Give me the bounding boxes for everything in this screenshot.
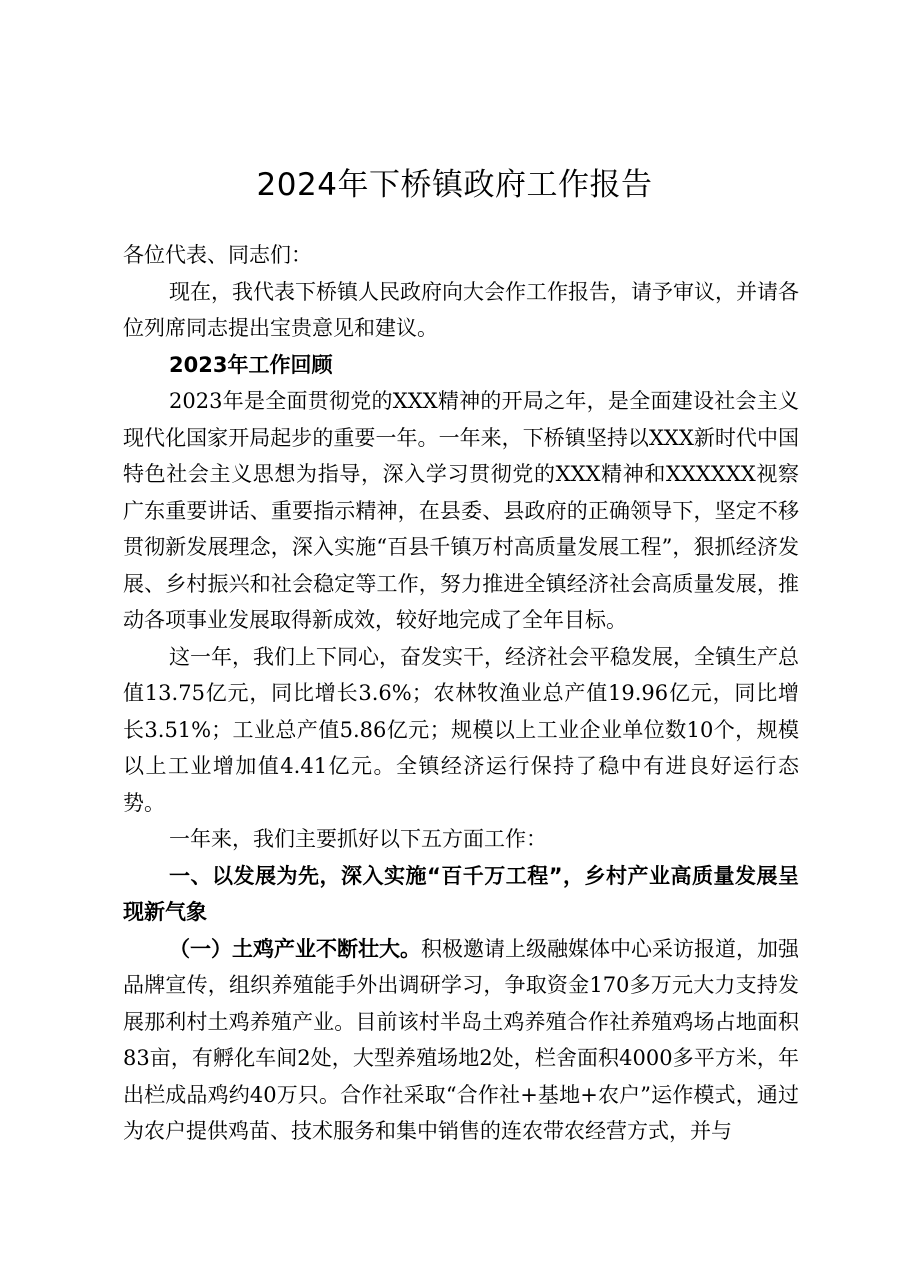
document-title: 2024年下桥镇政府工作报告	[256, 167, 653, 203]
review-paragraph-3: 一年来，我们主要抓好以下五方面工作：	[169, 827, 547, 851]
review-paragraph-2: 这一年，我们上下同心，奋发实干，经济社会平稳发展，全镇生产总值13.75亿元，同比增长3.6%；农林牧渔业总产值19.96亿元，同比增长3.51%；工业总产值5.86亿元；规模以上工业企业单位数10个，规模以上工业增加值4.41亿元。全镇经济运行保持了稳中有进良好运行态势。	[123, 644, 799, 815]
section-review-heading: 2023年工作回顾	[169, 352, 333, 377]
subsection-1-lead: （一）土鸡产业不断壮大。	[169, 935, 421, 961]
subsection-1-paragraph	[123, 931, 799, 1150]
intro-paragraph: 现在，我代表下桥镇人民政府向大会作工作报告，请予审议，并请各位列席同志提出宝贵意见和建议。	[123, 279, 799, 340]
section-1-heading: 一、以发展为先，深入实施“百千万工程”，乡村产业高质量发展呈现新气象	[123, 863, 799, 924]
review-paragraph-1: 2023年是全面贯彻党的XXX精神的开局之年，是全面建设社会主义现代化国家开局起步的重要一年。一年来，下桥镇坚持以XXX新时代中国特色社会主义思想为指导，深入学习贯彻党的XXX精神和XXXXXX视察广东重要讲话、重要指示精神，在县委、县政府的正确领导下，坚定不移贯彻新发展理念，深入实施“百县千镇万村高质量发展工程”，狠抓经济发展、乡村振兴和社会稳定等工作，努力推进全镇经济社会高质量发展，推动各项事业发展取得新成效，较好地完成了全年目标。	[123, 389, 799, 632]
subsection-1-body: 积极邀请上级融媒体中心采访报道，加强品牌宣传，组织养殖能手外出调研学习，争取资金170多万元大力支持发展那利村土鸡养殖产业。目前该村半岛土鸡养殖合作社养殖鸡场占地面积83亩，有孵化车间2处，大型养殖场地2处，栏舍面积4000多平方米，年出栏成品鸡约40万只。合作社采取“合作社+基地+农户”运作模式，通过为农户提供鸡苗、技术服务和集中销售的连农带农经营方式，并与	[123, 936, 799, 1143]
document-body	[123, 237, 799, 1150]
salutation: 各位代表、同志们：	[123, 243, 312, 267]
